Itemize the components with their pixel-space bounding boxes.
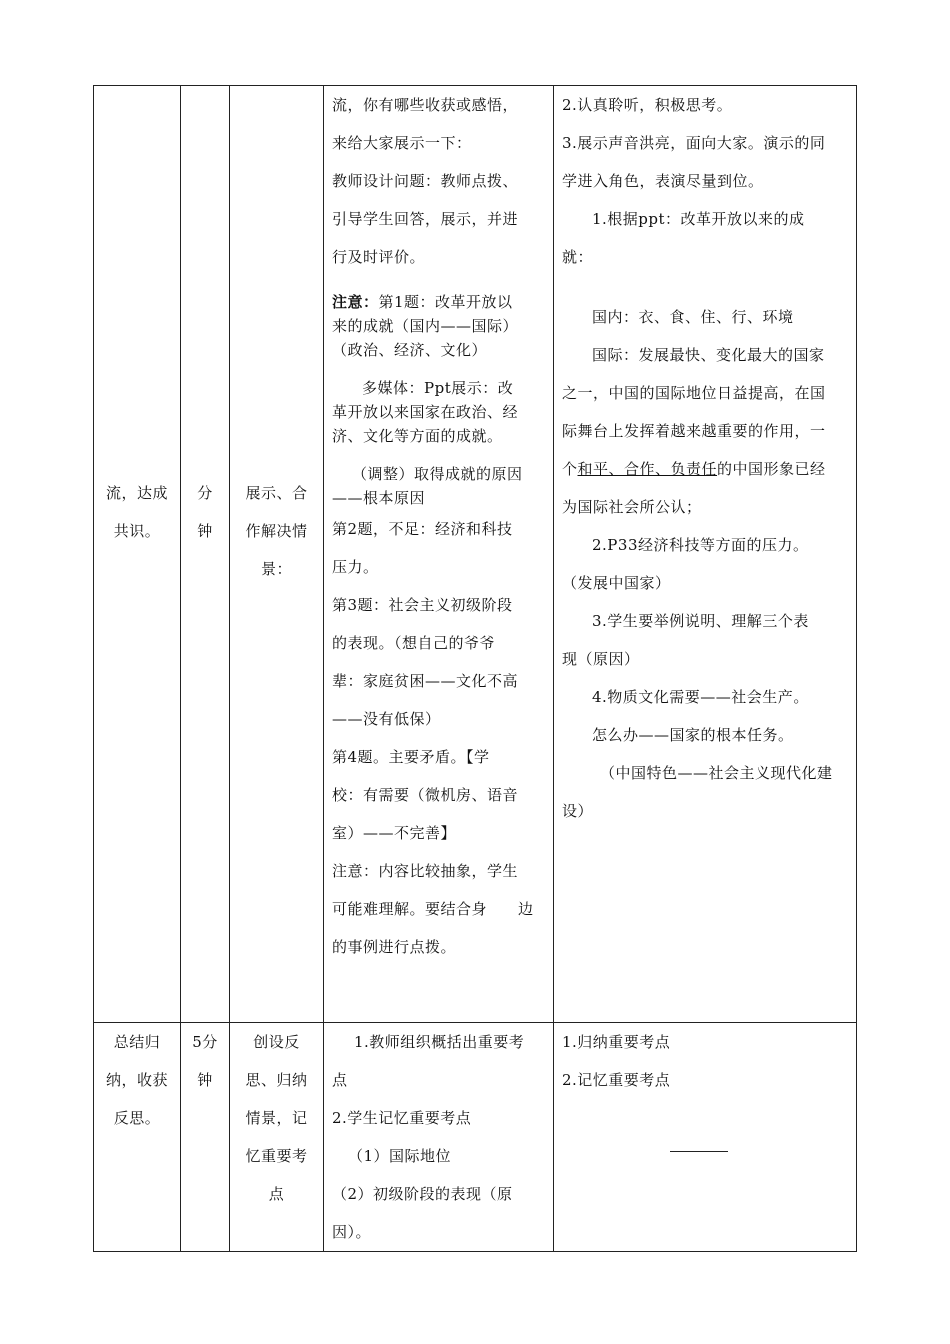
- scenario-text: 情景，记: [245, 1109, 308, 1127]
- teacher-line: 的表现。（想自己的爷爷: [332, 634, 496, 652]
- stage-text: 共识。: [113, 522, 161, 540]
- teacher-line: 的事例进行点拨。: [332, 938, 457, 956]
- teacher-line: 多媒体：Ppt展示：改: [362, 379, 514, 397]
- table-row: [94, 1023, 857, 1252]
- teacher-line: 可能难理解。要结合身 边: [332, 900, 534, 918]
- stage-text: 流，达成: [105, 484, 168, 502]
- teacher-line: 2.学生记忆重要考点: [332, 1109, 472, 1127]
- student-line: 2.P33经济科技等方面的压力。: [592, 536, 809, 554]
- time-text: 钟: [197, 522, 213, 540]
- table-row: [94, 86, 857, 1023]
- student-line: 现（原因）: [562, 650, 640, 668]
- student-line: 国际：发展最快、变化最大的国家: [592, 346, 825, 364]
- teacher-line: 第2题，不足：经济和科技: [332, 520, 513, 538]
- teacher-line: 注意：内容比较抽象，学生: [332, 862, 519, 880]
- time-cell: [181, 86, 230, 1023]
- note-text: 第1题：改革开放以: [378, 293, 513, 311]
- time-text: 分: [197, 484, 213, 502]
- scenario-text: 创设反: [253, 1033, 300, 1051]
- divider-line: [670, 1151, 728, 1152]
- student-line: 2.认真聆听，积极思考。: [562, 96, 733, 114]
- student-line: 3.学生要举例说明、理解三个表: [592, 612, 809, 630]
- underlined-phrase: 和平、合作、负责任: [577, 460, 718, 478]
- student-line: 为国际社会所公认；: [562, 498, 702, 516]
- teacher-line: （调整）取得成就的原因: [352, 465, 523, 483]
- scenario-cell: [230, 86, 324, 1023]
- teacher-line: 室）——不完善】: [332, 824, 457, 842]
- stage-cell: [94, 86, 181, 1023]
- student-line: （发展中国家）: [562, 574, 671, 592]
- student-line: 1.归纳重要考点: [562, 1033, 671, 1051]
- teacher-line: （2）初级阶段的表现（原: [332, 1185, 513, 1203]
- scenario-cell: [230, 1023, 324, 1252]
- teacher-line: 第4题。主要矛盾。【学: [332, 748, 490, 766]
- student-text: 的中国形象已经: [717, 460, 826, 478]
- student-line: 3.展示声音洪亮，面向大家。演示的同: [562, 134, 826, 152]
- student-text: 个: [562, 460, 578, 478]
- teacher-line: 行及时评价。: [332, 248, 426, 266]
- teacher-line: 引导学生回答，展示，并进: [332, 210, 519, 228]
- teacher-line: 来的成就（国内——国际）: [332, 317, 519, 335]
- teacher-line: 流，你有哪些收获或感悟，: [332, 96, 519, 114]
- stage-cell: [94, 1023, 181, 1252]
- student-line: 际舞台上发挥着越来越重要的作用，一: [562, 422, 826, 440]
- student-line: 设）: [562, 802, 594, 820]
- teacher-line: 第3题：社会主义初级阶段: [332, 596, 513, 614]
- scenario-text: 点: [268, 1185, 285, 1203]
- time-text: 5分: [192, 1033, 218, 1051]
- teacher-line: 济、文化等方面的成就。: [332, 427, 503, 445]
- teacher-line: 点: [332, 1071, 348, 1089]
- teacher-line: 革开放以来国家在政治、经: [332, 403, 519, 421]
- scenario-text: 景：: [260, 560, 292, 578]
- time-text: 钟: [197, 1071, 213, 1089]
- teacher-line: ——根本原因: [332, 489, 426, 507]
- scenario-text: 忆重要考: [245, 1147, 308, 1165]
- time-cell: [181, 1023, 230, 1252]
- teacher-line: 辈：家庭贫困——文化不高: [332, 672, 519, 690]
- teacher-activity-cell: [324, 1023, 554, 1252]
- stage-text: 纳，收获: [105, 1071, 168, 1089]
- student-line: 2.记忆重要考点: [562, 1071, 671, 1089]
- student-line: 学进入角色，表演尽量到位。: [562, 172, 764, 190]
- scenario-text: 作解决情: [245, 522, 308, 540]
- teacher-activity-cell: [324, 86, 554, 1023]
- scenario-text: 展示、合: [245, 484, 308, 502]
- teacher-line: （1）国际地位: [348, 1147, 452, 1165]
- teacher-line: 压力。: [332, 558, 379, 576]
- teacher-line: （政治、经济、文化）: [332, 341, 488, 359]
- teacher-line: 校：有需要（微机房、语音: [332, 786, 519, 804]
- student-activity-cell: [554, 86, 857, 1023]
- student-line: 4.物质文化需要——社会生产。: [592, 688, 809, 706]
- student-line: 怎么办——国家的根本任务。: [592, 726, 794, 744]
- teacher-line: 1.教师组织概括出重要考: [354, 1033, 525, 1051]
- teacher-line: [332, 290, 545, 314]
- stage-text: 总结归: [113, 1033, 161, 1051]
- lesson-plan-table: [93, 85, 857, 1252]
- student-line: 国内：衣、食、住、行、环境: [592, 308, 794, 326]
- student-line: 1.根据ppt：改革开放以来的成: [592, 210, 805, 228]
- student-line: 之一，中国的国际地位日益提高，在国: [562, 384, 826, 402]
- stage-text: 反思。: [113, 1109, 161, 1127]
- student-line: 就：: [562, 248, 594, 266]
- student-line: [562, 450, 848, 488]
- student-line: （中国特色——社会主义现代化建: [600, 764, 833, 782]
- teacher-line: ——没有低保）: [332, 710, 441, 728]
- scenario-text: 思、归纳: [245, 1071, 308, 1089]
- teacher-line: 教师设计问题：教师点拨、: [332, 172, 519, 190]
- teacher-line: 来给大家展示一下：: [332, 134, 472, 152]
- note-label: 注意：: [332, 293, 379, 311]
- student-activity-cell: [554, 1023, 857, 1252]
- teacher-line: 因）。: [332, 1223, 372, 1241]
